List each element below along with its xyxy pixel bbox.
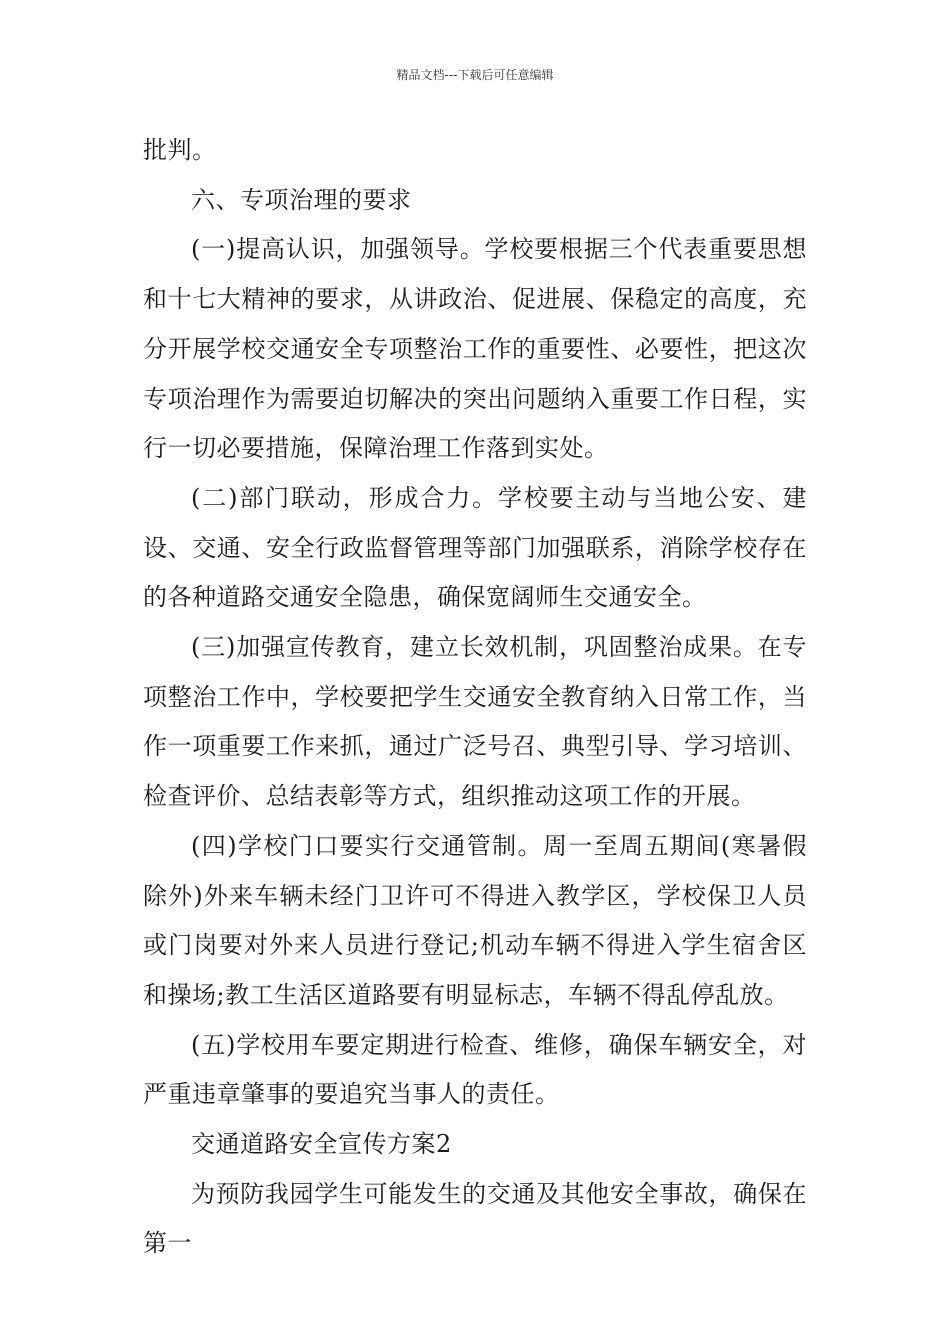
paragraph-item-5: (五)学校用车要定期进行检查、维修，确保车辆安全，对严重违章肇事的要追究当事人的责任。: [143, 1030, 807, 1109]
document-body: [143, 126, 807, 1269]
paragraph-item-4: (四)学校门口要实行交通管制。周一至周五期间(寒暑假除外)外来车辆未经门卫许可不得进入教学区，学校保卫人员或门岗要对外来人员进行登记;机动车辆不得进入学生宿舍区和操场;教工生活区道路要有明显标志，车辆不得乱停乱放。: [143, 831, 807, 1009]
paragraph-intro: 为预防我园学生可能发生的交通及其他安全事故，确保在第一: [143, 1179, 807, 1258]
page-header: 精品文档---下载后可任意编辑: [396, 68, 554, 82]
paragraph-item-2: (二)部门联动，形成合力。学校要主动与当地公安、建设、交通、安全行政监督管理等部门加强联系，消除学校存在的各种道路交通安全隐患，确保宽阔师生交通安全。: [143, 483, 807, 612]
paragraph-continuation: 批判。: [143, 136, 217, 164]
paragraph-item-3: (三)加强宣传教育，建立长效机制，巩固整治成果。在专项整治工作中，学校要把学生交通安全教育纳入日常工作，当作一项重要工作来抓，通过广泛号召、典型引导、学习培训、检查评价、总结表彰等方式，组织推动这项工作的开展。: [143, 633, 807, 811]
section-title-plan-2: 交通道路安全宣传方案2: [191, 1130, 452, 1159]
paragraph-item-1: (一)提高认识，加强领导。学校要根据三个代表重要思想和十七大精神的要求，从讲政治、促进展、保稳定的高度，充分开展学校交通安全专项整治工作的重要性、必要性，把这次专项治理作为需要迫切解决的突出问题纳入重要工作日程，实行一切必要措施，保障治理工作落到实处。: [143, 235, 807, 463]
section-heading-six: 六、专项治理的要求: [191, 185, 412, 214]
